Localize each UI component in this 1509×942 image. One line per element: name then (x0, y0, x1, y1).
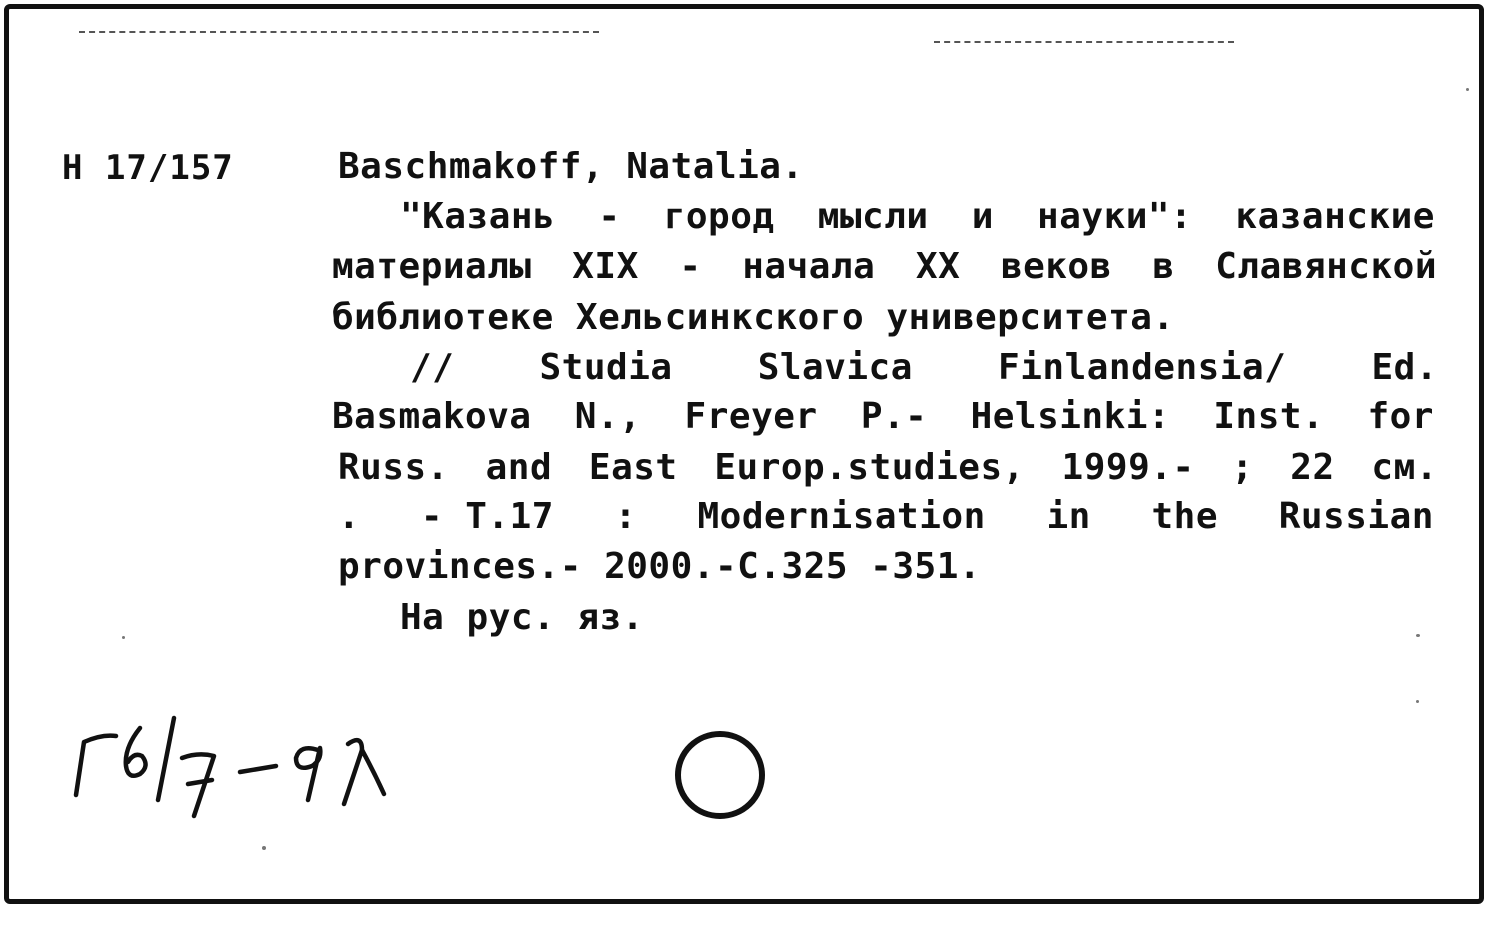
word: Helsinki: (970, 396, 1171, 437)
word: . (338, 496, 361, 537)
language-note: На рус. яз. (400, 597, 644, 638)
word: ; (1231, 447, 1254, 488)
word: мысли (817, 196, 929, 237)
top-dashed-rule-right (934, 41, 1234, 43)
series-line-5: provinces.- 2000.-С.325 -351. (338, 546, 982, 587)
word: 1999.- (1061, 447, 1195, 488)
paper-speck (1416, 634, 1420, 637)
word: for (1367, 396, 1434, 437)
word: город (663, 196, 775, 237)
word: and (485, 447, 553, 488)
circle-mark-icon (670, 725, 770, 825)
word: Finlandensia/ (998, 347, 1287, 388)
word: казанские (1235, 196, 1435, 237)
word: Europ.studies, (714, 447, 1025, 488)
word: // (410, 347, 455, 388)
title-line-2 (332, 246, 1437, 287)
handwritten-number (62, 700, 422, 830)
top-dashed-rule-left (79, 31, 599, 33)
word: : (614, 496, 637, 537)
word: веков (1000, 246, 1112, 287)
paper-speck (1416, 700, 1419, 703)
word: Славянской (1215, 246, 1437, 287)
word: Russian (1278, 496, 1434, 537)
paper-speck (122, 636, 125, 639)
series-line-4 (338, 496, 1434, 537)
word: Modernisation (697, 496, 986, 537)
word: Inst. (1213, 396, 1325, 437)
word: - (598, 196, 621, 237)
paper-speck (262, 846, 266, 850)
word: начала (742, 246, 876, 287)
series-line-1 (410, 347, 1438, 388)
word: Ed. (1371, 347, 1438, 388)
title-line-1 (400, 196, 1435, 237)
shelf-mark: Н 17/157 (62, 148, 234, 188)
word: и (971, 196, 994, 237)
word: XIX (572, 246, 639, 287)
word: "Казань (400, 196, 556, 237)
title-line-3: библиотеке Хельсинкского университета. (332, 297, 1175, 338)
word: - T.17 (420, 496, 554, 537)
word: в (1152, 246, 1175, 287)
word: in (1046, 496, 1091, 537)
word: Slavica (757, 347, 913, 388)
word: Studia (539, 347, 673, 388)
word: науки": (1037, 196, 1193, 237)
series-line-3 (338, 447, 1438, 488)
paper-speck (1466, 88, 1469, 91)
word: - (679, 246, 702, 287)
word: P.- (860, 396, 928, 437)
word: N., (574, 396, 642, 437)
author-line: Baschmakoff, Natalia. (338, 146, 804, 187)
word: см. (1371, 447, 1438, 488)
word: Russ. (338, 447, 449, 488)
word: Freyer (684, 396, 818, 437)
word: XX (915, 246, 961, 287)
word: East (588, 447, 678, 488)
word: the (1151, 496, 1219, 537)
word: Basmakova (332, 396, 532, 437)
word: материалы (332, 246, 532, 287)
series-line-2 (332, 396, 1434, 437)
word: 22 (1290, 447, 1335, 488)
